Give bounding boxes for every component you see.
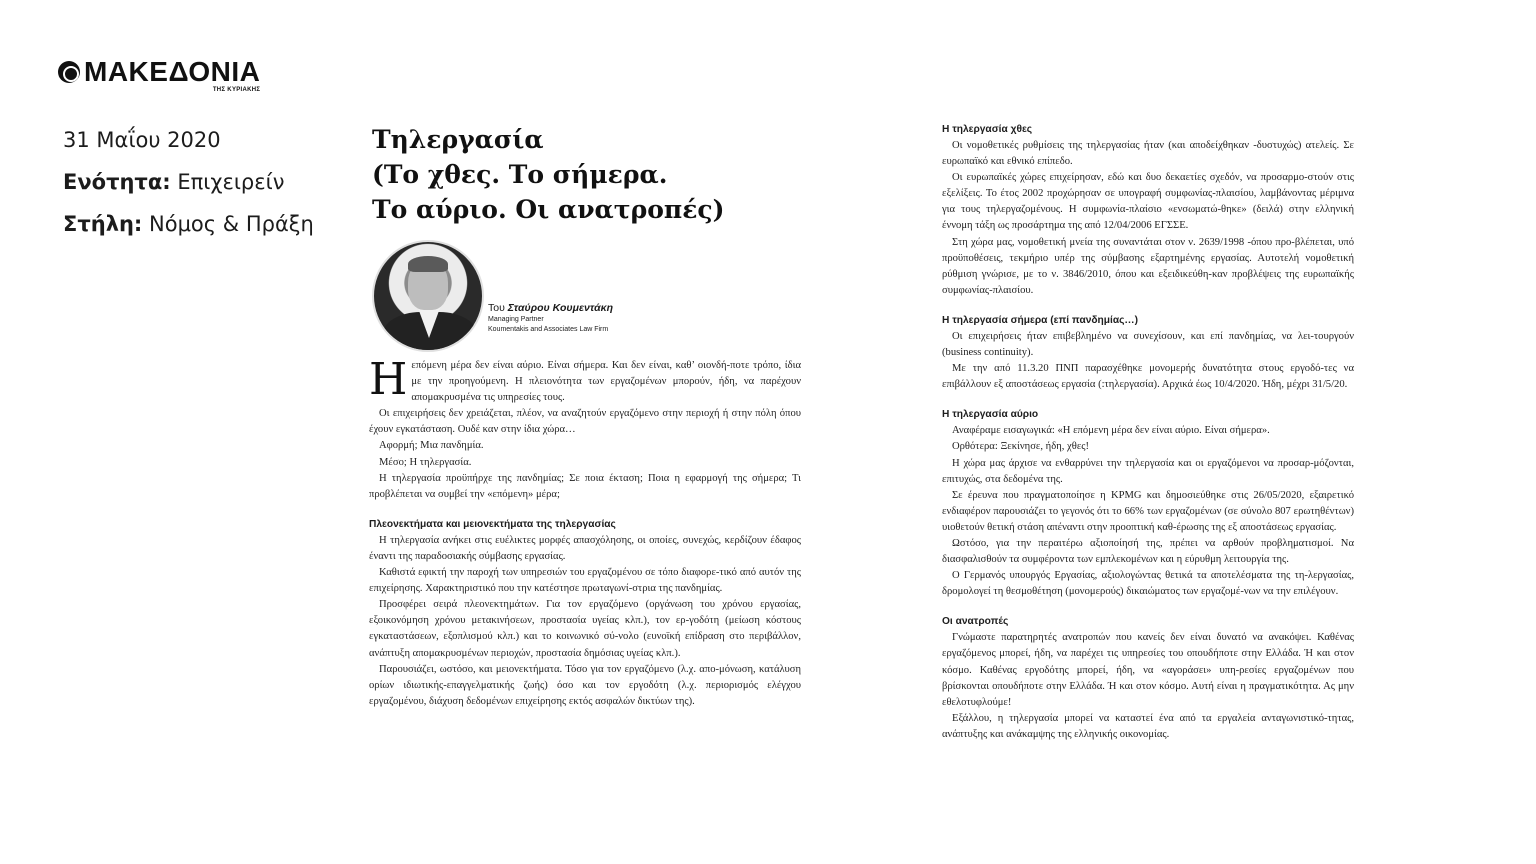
paragraph: Αναφέραμε εισαγωγικά: «Η επόμενη μέρα δεν είναι αύριο. Είναι σήμερα».	[952, 425, 1270, 437]
paragraph: Η χώρα μας άρχισε να ενθαρρύνει την τηλεργασία και οι εργαζόμενοι να προσαρ-μόζονται, επιτυχώς, στα δεδομένα της.	[942, 457, 1354, 485]
paragraph: Ο Γερμανός υπουργός Εργασίας, αξιολογώντας θετικά τα αποτελέσματα της τη-λεργασίας, δρομολογεί τη θεσμοθέτηση (μονομερούς) δικαιώματος των εργαζομέ-νων να την επιλέγουν.	[942, 570, 1354, 598]
publication-meta	[63, 126, 314, 252]
paragraph: Η τηλεργασία ανήκει στις ευέλικτες μορφές απασχόλησης, οι οποίες, συνεχώς, κερδίζουν έδαφος έναντι της παραδοσιακής σύμβασης εργασίας.	[369, 534, 801, 562]
subheading: Η τηλεργασία σήμερα (επί πανδημίας…)	[942, 314, 1138, 326]
title-line: (Το χθες. Το σήμερα.	[372, 160, 668, 189]
logo-subtitle: ΤΗΣ ΚΥΡΙΑΚΗΣ	[212, 87, 261, 93]
paragraph: Στη χώρα μας, νομοθετική μνεία της συναντάται στον ν. 2639/1998 -όπου προ-βλέπεται, υπό προϋποθέσεις, τεκμήριο υπέρ της σύμβασης εξαρτημένης εργασίας. Αυτοτελή νομοθετική ρύθμιση γνώρισε, με το ν. 3846/2010, όπου και εξειδικεύθη-καν προβλέψεις της ευρωπαϊκής συμφωνίας-πλαισίου.	[942, 236, 1354, 296]
subheading: Πλεονεκτήματα και μειονεκτήματα της τηλεργασίας	[369, 518, 616, 530]
subheading: Η τηλεργασία αύριο	[942, 409, 1039, 421]
paragraph: Καθιστά εφικτή την παροχή των υπηρεσιών του εργαζομένου σε τόπο διαφορε-τικό από αυτόν της επιχείρησης. Χαρακτηριστικό που την κατέστησε πρωταγωνί-στρια της πανδημίας.	[369, 567, 801, 595]
paragraph: Οι ευρωπαϊκές χώρες επιχείρησαν, εδώ και δυο δεκαετίες σχεδόν, να προσαρμο-στούν στις εξελίξεις. Το έτος 2002 προχώρησαν σε υπογραφή συμφωνίας-πλαισίου, λαμβάνοντας μέριμνα για τους τηλεργαζομένους. Η συμφωνία-πλαίσιο «ενσωματώ-θηκε» (δειλά) στην ελληνική έννομη τάξη ως προσάρτημα της από 12/04/2006 ΕΓΣΣΕ.	[942, 172, 1354, 232]
section-line	[63, 168, 314, 210]
paragraph: Εξάλλου, η τηλεργασία μπορεί να καταστεί ένα από τα εργαλεία ανταγωνιστικό-τητας, ανάπτυξης και ανάκαμψης της ελληνικής οικονομίας.	[942, 712, 1354, 740]
author-name: Σταύρου Κουμεντάκη	[507, 302, 613, 314]
column-line	[63, 210, 314, 252]
article-title	[372, 122, 724, 227]
paragraph: Ωστόσο, για την περαιτέρω αξιοποίησή της, πρέπει να αρθούν προβληματισμοί. Να διασφαλισθούν τα συμφέροντα των εμπλεκομένων και η εύρυθμη λειτουργία της.	[942, 537, 1354, 566]
paragraph: Οι επιχειρήσεις δεν χρειάζεται, πλέον, να αναζητούν εργαζόμενο στην περιοχή ή στην πόλη όπου έχουν εγκατάσταση. Ουδέ καν στην ίδια χώρα…	[369, 408, 801, 436]
article-column-right	[942, 122, 1354, 743]
author-role: Managing Partner	[488, 316, 544, 323]
column-label: Στήλη:	[63, 212, 143, 236]
author-prefix: Του	[488, 302, 508, 314]
paragraph: Μέσο; Η τηλεργασία.	[379, 456, 472, 468]
newspaper-logo	[58, 58, 260, 98]
paragraph: Με την από 11.3.20 ΠΝΠ παρασχέθηκε μονομερής δυνατότητα στους εργοδό-τες να επιβάλλουν εξ αποστάσεως εργασία (:τηλεργασία). Αρχικά έως 10/4/2020. Ήδη, μέχρι 31/5/20.	[942, 363, 1354, 391]
paragraph: Αφορμή; Μια πανδημία.	[379, 440, 484, 452]
paragraph: Προσφέρει σειρά πλεονεκτημάτων. Για τον εργαζόμενο (οργάνωση του χρόνου εργασίας, εξοικονόμηση χρόνου μετακινήσεων, προστασία υγείας κλπ.), τον ερ-γοδότη (μείωση κόστους εγκαταστάσεων, εξοπλισμού κλπ.) και το κοινωνικό σύ-νολο (ευνοϊκή επίδραση στο περιβάλλον, ανάπτυξη απομακρυσμένων περιοχών, προστασία δημόσιας υγείας κλπ.).	[369, 599, 801, 659]
article-column-left	[369, 358, 801, 710]
paragraph: Ορθότερα: Ξεκίνησε, ήδη, χθες!	[952, 441, 1089, 453]
author-photo	[372, 240, 484, 352]
subheading: Οι ανατροπές	[942, 616, 1009, 628]
logo-emblem-icon	[58, 61, 80, 83]
lead-paragraph: Ηεπόμενη μέρα δεν είναι αύριο. Είναι σήμερα. Και δεν είναι, καθ’ οιονδή-ποτε τρόπο, ίδια με την προηγούμενη. Η πλειονότητα των εργαζομένων μπορούν, ήδη, να παρέχουν απομακρυσμένα τις υπηρεσίες τους.	[369, 358, 801, 405]
paragraph: Η τηλεργασία προϋπήρχε της πανδημίας; Σε ποια έκταση; Ποια η εφαρμογή της σήμερα; Τι προβλέπεται να συμβεί την «επόμενη» μέρα;	[369, 472, 801, 500]
section-value: Επιχειρείν	[170, 170, 285, 194]
author-firm: Koumentakis and Associates Law Firm	[488, 326, 609, 333]
paragraph: Παρουσιάζει, ωστόσο, και μειονεκτήματα. Τόσο για τον εργαζόμενο (λ.χ. απο-μόνωση, κατάλυση ορίων ιδιωτικής-επαγγελματικής ζωής) όσο και τον εργοδότη (λ.χ. περιορισμός ελέγχου εργαζομένου, διάχυση δεδομένων επιχείρησης εκτός ασφαλών δικτύων της).	[369, 663, 801, 707]
subheading: Η τηλεργασία χθες	[942, 124, 1033, 135]
paragraph: Οι επιχειρήσεις ήταν επιβεβλημένο να συνεχίσουν, και επί πανδημίας, να λει-τουργούν (business continuity).	[942, 330, 1354, 359]
section-label: Ενότητα:	[63, 170, 171, 194]
paragraph: Γνώμαστε παρατηρητές ανατροπών που κανείς δεν είναι δυνατό να ανακόψει. Καθένας εργαζόμενος μπορεί, ήδη, να παρέχει τις υπηρεσίες του οπουδήποτε στην Ελλάδα. Ή και στον κόσμο. Καθένας εργοδότης μπορεί, ήδη, να «αγοράσει» υπη-ρεσίες εργαζομένων που βρίσκονται οπουδήποτε στην Ελλάδα. Ή και στον κόσμο. Αυτή είναι η πραγματικότητα. Ας μην εθελοτυφλούμε!	[942, 632, 1354, 708]
logo-wordmark: ΜΑΚΕΔΟΝΙΑ	[84, 56, 261, 87]
author-byline	[488, 301, 613, 335]
paragraph: Σε έρευνα που πραγματοποίησε η KPMG και δημοσιεύθηκε στις 26/05/2020, εξαιρετικό ενδιαφέρον παρουσιάζει το γεγονός ότι το 66% των εργαζομένων (σε σύνολο 807 ερωτηθέντων) υιοθετούν θετική στάση απέναντι στην προοπτική καθ-έρωσης της εξ αποστάσεως εργασίας.	[942, 489, 1354, 533]
drop-cap: Η	[369, 358, 408, 405]
title-line: Το αύριο. Οι ανατροπές)	[372, 195, 725, 224]
title-line: Τηλεργασία	[372, 125, 544, 154]
paragraph: Οι νομοθετικές ρυθμίσεις της τηλεργασίας ήταν (και αποδείχθηκαν -δυστυχώς) ατελείς. Σε ευρωπαϊκό και εθνικό επίπεδο.	[942, 140, 1354, 168]
column-value: Νόμος & Πράξη	[142, 212, 314, 236]
publication-date: 31 Μαΐου 2020	[63, 128, 221, 152]
